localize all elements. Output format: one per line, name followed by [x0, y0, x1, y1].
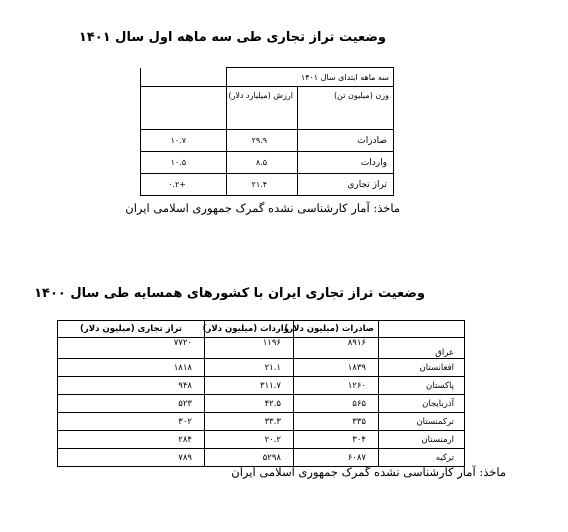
- table-row: [141, 130, 394, 152]
- imports-cell: ۴۲.۵: [205, 395, 294, 413]
- imports-cell: ۳۳.۳: [205, 413, 294, 431]
- country-cell: ترکمنستان: [379, 413, 465, 431]
- value-column-header: ارزش (میلیارد دلار): [227, 87, 298, 130]
- table-header-row: [141, 87, 394, 130]
- balance-cell: ۳۰۲: [58, 413, 205, 431]
- balance-cell: ۷۷۲۰: [58, 338, 205, 359]
- country-cell: پاکستان: [379, 377, 465, 395]
- row-label: واردات: [298, 152, 394, 174]
- row-label: صادرات: [298, 130, 394, 152]
- empty-cell: [141, 68, 227, 87]
- exports-column-header: صادرات (میلیون دلار): [294, 321, 379, 338]
- value-cell: ۱۰.۵: [141, 152, 227, 174]
- balance-cell: ۱۸۱۸: [58, 359, 205, 377]
- value-cell: +۰.۲: [141, 174, 227, 196]
- exports-cell: ۸۹۱۶: [294, 338, 379, 359]
- country-cell: ارمنستان: [379, 431, 465, 449]
- table1-title: وضعیت تراز تجاری طی سه ماهه اول سال ۱۴۰۱: [78, 30, 386, 45]
- weight-cell: ۲۱.۴: [227, 174, 298, 196]
- country-cell: ترکیه: [379, 449, 465, 467]
- imports-cell: ۵۲۹۸: [205, 449, 294, 467]
- trade-balance-q1-table: [140, 67, 394, 196]
- country-cell: آذربایجان: [379, 395, 465, 413]
- balance-cell: ۹۴۸: [58, 377, 205, 395]
- balance-cell: ۲۸۴: [58, 431, 205, 449]
- neighbors-trade-table: [57, 320, 465, 467]
- table-row: [141, 174, 394, 196]
- imports-cell: ۳۱۱.۷: [205, 377, 294, 395]
- exports-cell: ۵۶۵: [294, 395, 379, 413]
- table-header-row: [58, 321, 465, 338]
- imports-cell: ۲۱.۱: [205, 359, 294, 377]
- table1-source: ماخذ: آمار کارشناسی نشده گمرک جمهوری اسلامی ایران: [125, 201, 400, 215]
- row-label: تراز تجاری: [298, 174, 394, 196]
- table-row: [58, 431, 465, 449]
- table-row: [58, 359, 465, 377]
- table-row: [58, 377, 465, 395]
- imports-column-header: واردات (میلیون دلار): [205, 321, 294, 338]
- exports-cell: ۱۲۶۰: [294, 377, 379, 395]
- balance-cell: ۵۲۳: [58, 395, 205, 413]
- table-row: [58, 395, 465, 413]
- period-header: سه ماهه ابتدای سال ۱۴۰۱: [227, 68, 394, 87]
- weight-column-header: وزن (میلیون تن): [298, 87, 394, 130]
- table-row: [58, 413, 465, 431]
- table-row: [141, 152, 394, 174]
- table-header-row: [141, 68, 394, 87]
- weight-cell: ۲۹.۹: [227, 130, 298, 152]
- value-cell: ۱۰.۷: [141, 130, 227, 152]
- imports-cell: ۱۱۹۶: [205, 338, 294, 359]
- exports-cell: ۱۸۳۹: [294, 359, 379, 377]
- exports-cell: ۳۳۵: [294, 413, 379, 431]
- balance-cell: ۷۸۹: [58, 449, 205, 467]
- table-row: [58, 449, 465, 467]
- table-row: [58, 338, 465, 359]
- exports-cell: ۶۰۸۷: [294, 449, 379, 467]
- exports-cell: ۳۰۴: [294, 431, 379, 449]
- country-column-header: [379, 321, 465, 338]
- empty-cell: [141, 87, 227, 130]
- country-cell: عراق: [379, 338, 465, 359]
- balance-column-header: تراز تجاری (میلیون دلار): [58, 321, 205, 338]
- weight-cell: ۸.۵: [227, 152, 298, 174]
- imports-cell: ۲۰.۲: [205, 431, 294, 449]
- table2-title: وضعیت تراز تجاری ایران با کشورهای همسایه طی سال ۱۴۰۰: [34, 286, 425, 301]
- table2-source: ماخذ: آمار کارشناسی نشده گمرک جمهوری اسلامی ایران: [231, 465, 506, 479]
- country-cell: افغانستان: [379, 359, 465, 377]
